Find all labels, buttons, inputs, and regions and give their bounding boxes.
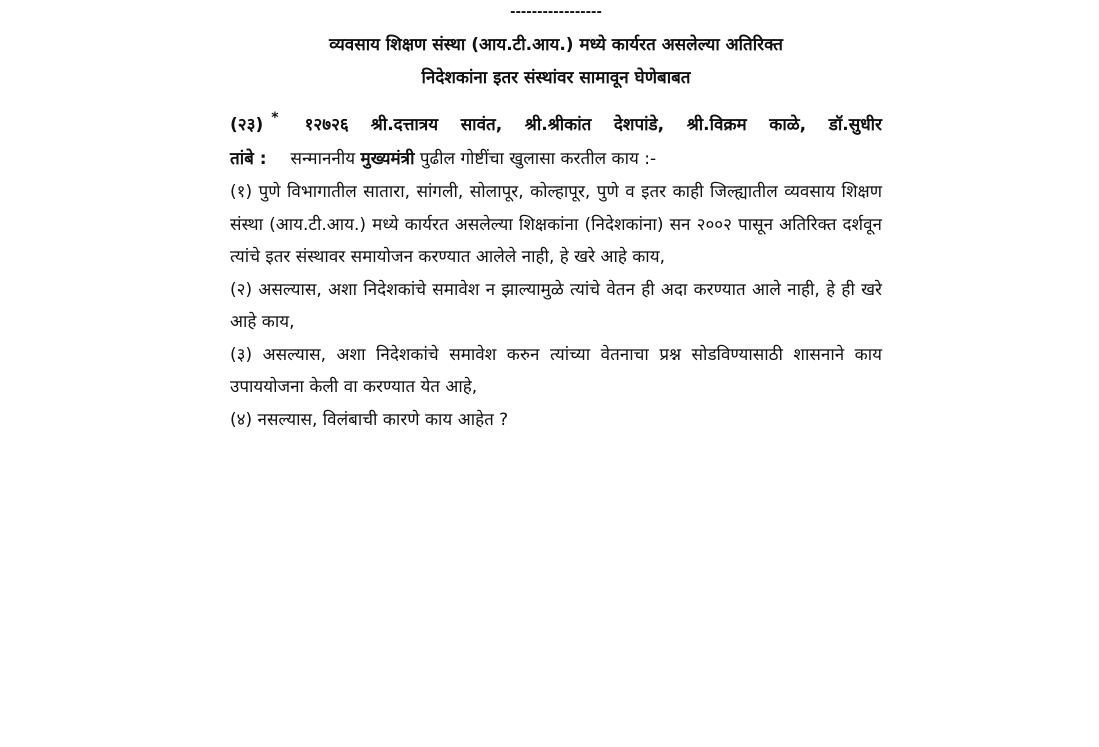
question-id: १२७२६ <box>304 115 349 135</box>
question-part-2: (२) असल्यास, अशा निदेशकांचे समावेश न झाल्यामुळे त्यांचे वेतन ही अदा करण्यात आले नाही, हे ही खरे आहे काय, <box>230 279 882 332</box>
heading-line-2: निदेशकांना इतर संस्थांवर सामावून घेणेबाबत <box>421 68 691 88</box>
starred-mark: * <box>271 110 279 126</box>
question-intro-line <box>230 142 882 176</box>
heading-line-1: व्यवसाय शिक्षण संस्था (आय.टी.आय.) मध्ये कार्यरत असलेल्या अतिरिक्त <box>329 35 783 55</box>
document-page <box>230 0 882 436</box>
question-number: (२३) <box>230 115 264 135</box>
intro-after: पुढील गोष्टींचा खुलासा करतील काय :- <box>419 149 657 169</box>
question-part-1: (१) पुणे विभागातील सातारा, सांगली, सोलापूर, कोल्हापूर, पुणे व इतर काही जिल्ह्यातील व्यवसाय शिक्षण संस्था (आय.टी.आय.) मध्ये कार्यरत असलेल्या शिक्षकांना (निदेशकांना) सन २००२ पासून अतिरिक्त दर्शवून त्यांचे इतर संस्थावर समायोजन करण्यात आलेले नाही, हे खरे आहे काय, <box>230 182 882 267</box>
question-header <box>230 101 882 142</box>
question-part-3: (३) असल्यास, अशा निदेशकांचे समावेश करुन त्यांच्या वेतनाचा प्रश्न सोडविण्यासाठी शासनाने काय उपाययोजना केली वा करण्यात येत आहे, <box>230 344 882 397</box>
intro-before: सन्माननीय <box>290 149 356 169</box>
document-heading <box>230 29 882 95</box>
separator-line: ----------------- <box>510 5 602 20</box>
members-continuation: तांबे : <box>230 149 267 169</box>
question-members: श्री.दत्तात्रय सावंत, श्री.श्रीकांत देशपांडे, श्री.विक्रम काळे, डॉ.सुधीर <box>370 115 882 135</box>
question-part-4: (४) नसल्यास, विलंबाची कारणे काय आहेत ? <box>230 409 509 430</box>
minister-name: मुख्यमंत्री <box>360 149 415 169</box>
